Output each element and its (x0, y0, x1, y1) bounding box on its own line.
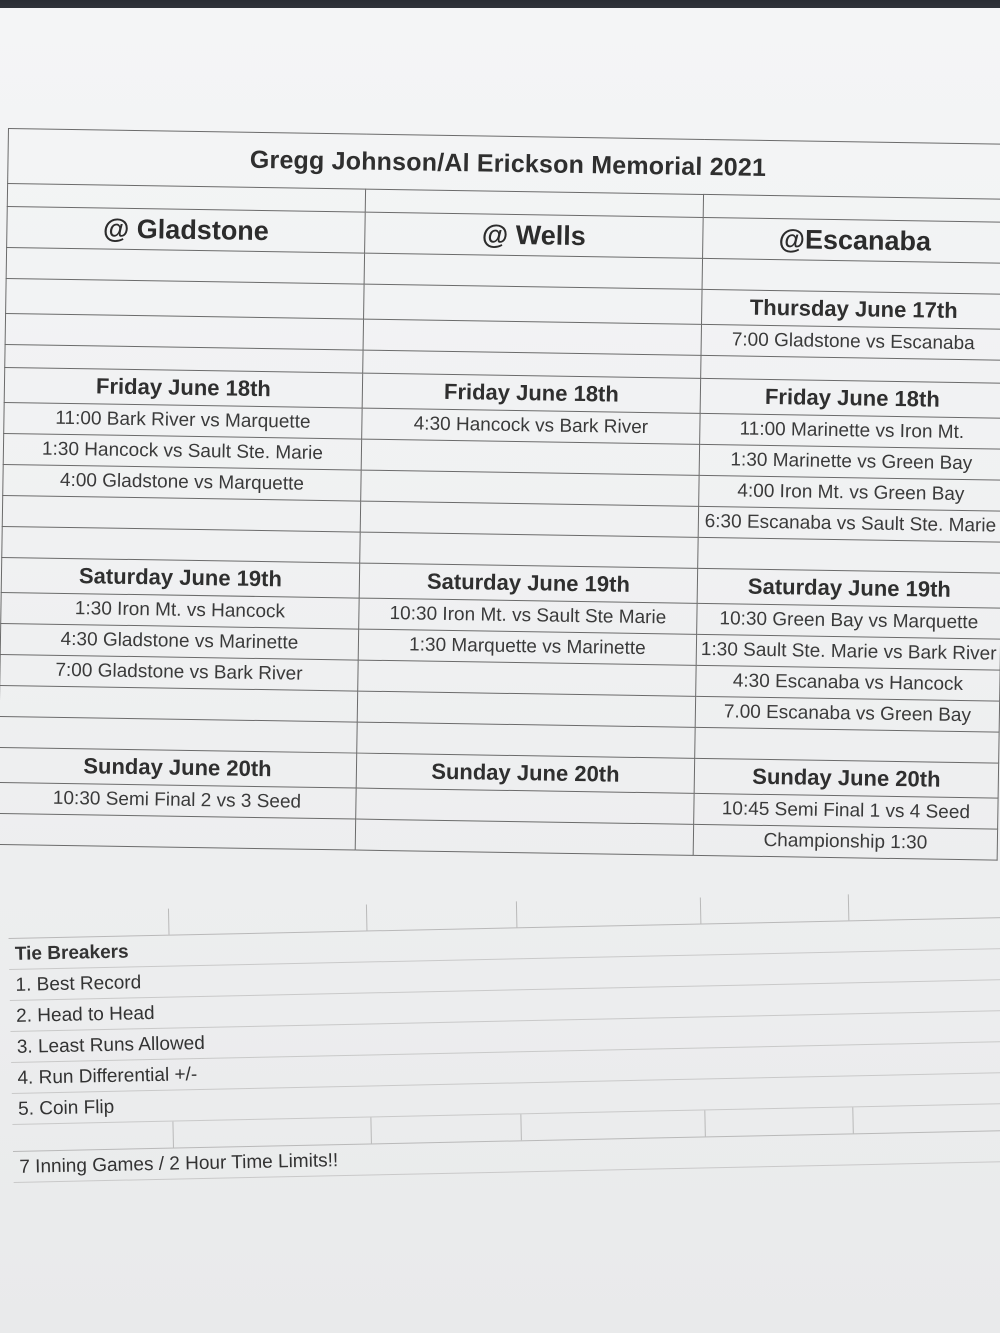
tie-breaker-item: 4. Run Differential +/- (11, 1042, 1000, 1094)
game-entry: 10:30 Semi Final 2 vs 3 Seed (0, 782, 356, 819)
day-heading: Sunday June 20th (694, 758, 999, 798)
day-heading: Friday June 18th (700, 378, 1000, 418)
tie-breaker-item: 1. Best Record (9, 949, 1000, 1001)
game-entry: 10:30 Green Bay vs Marquette (697, 603, 1000, 639)
game-entry: 11:00 Marinette vs Iron Mt. (700, 413, 1000, 449)
tie-breaker-item: 3. Least Runs Allowed (11, 1011, 1000, 1063)
venue-escanaba: @Escanaba (703, 217, 1000, 263)
game-entry: Championship 1:30 (693, 824, 997, 860)
day-heading: Saturday June 19th (1, 557, 360, 598)
game-entry: 1:30 Marquette vs Marinette (358, 629, 696, 665)
day-heading: Sunday June 20th (356, 753, 695, 793)
game-entry: 10:45 Semi Final 1 vs 4 Seed (694, 793, 998, 829)
day-heading: Thursday June 17th (702, 289, 1000, 329)
footer-note: 7 Inning Games / 2 Hour Time Limits!! (13, 1131, 1000, 1183)
day-heading: Friday June 18th (4, 367, 363, 408)
page-title: Gregg Johnson/Al Erickson Memorial 2021 (8, 129, 1000, 200)
game-entry: 11:00 Bark River vs Marquette (4, 402, 362, 439)
game-entry: 10:30 Iron Mt. vs Sault Ste Marie (359, 598, 697, 634)
game-entry: 7:00 Gladstone vs Escanaba (701, 324, 1000, 360)
day-heading: Friday June 18th (362, 373, 701, 413)
game-entry: 4:00 Iron Mt. vs Green Bay (699, 475, 1000, 511)
game-entry: 6:30 Escanaba vs Sault Ste. Marie (698, 506, 1000, 542)
day-heading: Sunday June 20th (0, 747, 357, 788)
game-entry: 1:30 Hancock vs Sault Ste. Marie (3, 433, 361, 470)
tie-breaker-item: 2. Head to Head (10, 980, 1000, 1032)
game-entry: 1:30 Iron Mt. vs Hancock (1, 592, 359, 629)
day-heading: Saturday June 19th (697, 568, 1000, 608)
game-entry: 7:00 Gladstone vs Bark River (0, 654, 358, 691)
game-entry: 4:00 Gladstone vs Marquette (3, 464, 361, 501)
tie-breakers-section (8, 891, 1000, 1183)
tie-breaker-item: 5. Coin Flip (12, 1073, 1000, 1125)
day-heading: Saturday June 19th (359, 563, 698, 603)
tie-breakers-heading: Tie Breakers (9, 918, 1000, 970)
venue-wells: @ Wells (365, 212, 704, 258)
venue-gladstone: @ Gladstone (7, 206, 366, 253)
schedule-table (0, 128, 1000, 861)
game-entry: 7.00 Escanaba vs Green Bay (695, 696, 999, 732)
game-entry: 1:30 Marinette vs Green Bay (699, 444, 1000, 480)
game-entry: 4:30 Escanaba vs Hancock (696, 665, 1000, 701)
game-entry: 4:30 Hancock vs Bark River (362, 408, 700, 444)
game-entry: 4:30 Gladstone vs Marinette (0, 623, 358, 660)
game-entry: 1:30 Sault Ste. Marie vs Bark River (696, 634, 1000, 670)
